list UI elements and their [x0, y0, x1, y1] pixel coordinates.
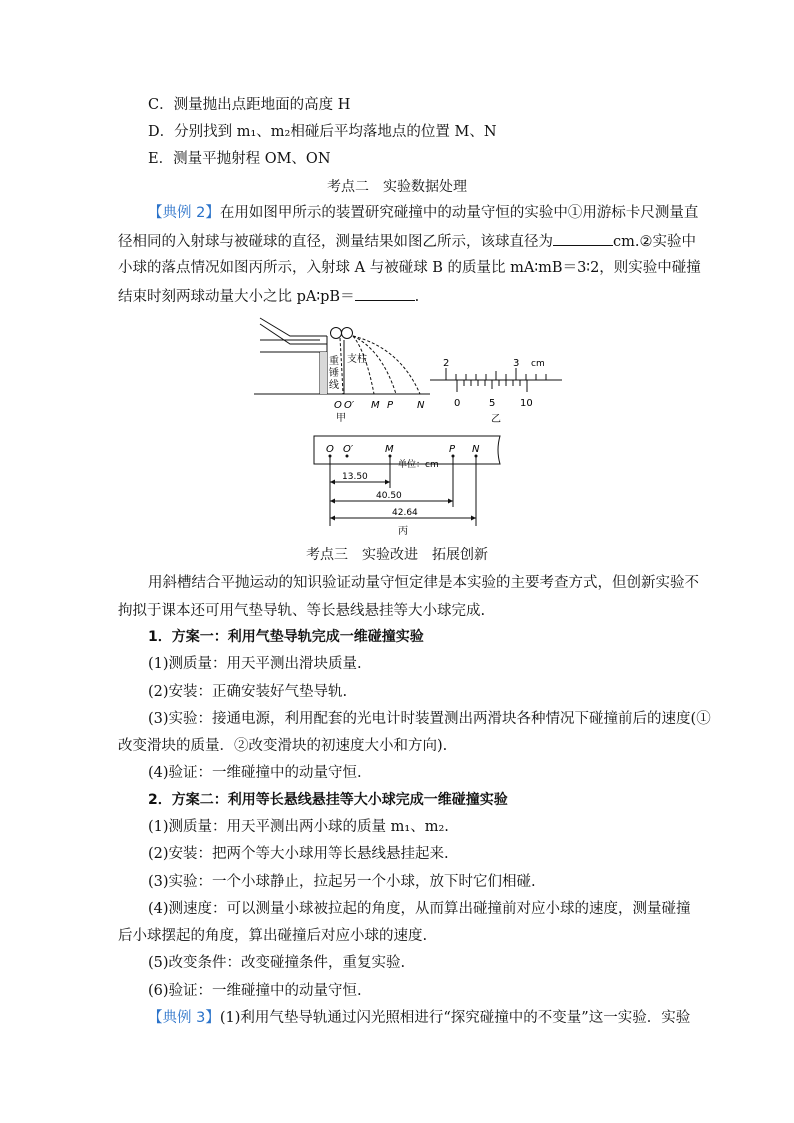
- example-2-line-1: [148, 203, 698, 223]
- scheme-1-step: 改变滑块的质量．②改变滑块的初速度大小和方向).: [118, 738, 448, 754]
- point-m-jia: M: [371, 400, 380, 411]
- example-text: 在用如图甲所示的装置研究碰撞中的动量守恒的实验中①用游标卡尺测量直: [219, 205, 699, 221]
- point-o-jia: O: [334, 400, 342, 411]
- figure-yi: [430, 368, 562, 392]
- vernier-label-10: 10: [520, 398, 533, 409]
- example-3-line-1: [148, 1008, 690, 1028]
- support-label: 支柱: [347, 354, 367, 365]
- scheme-1-step: (2)安装：正确安装好气垫导轨.: [148, 684, 348, 700]
- example-2-line-3: 小球的落点情况如图丙所示，入射球 A 与被碰球 B 的质量比 mA∶mB＝3∶2，则实验中碰撞: [118, 260, 701, 276]
- scheme-2-step: (5)改变条件：改变碰撞条件，重复实验.: [148, 955, 406, 971]
- experiment-figure: [250, 312, 570, 540]
- plumb-label-2: 锤: [329, 368, 339, 379]
- distance-op: 40.50: [376, 491, 402, 501]
- point-p-jia: P: [387, 400, 394, 411]
- example-text: .: [414, 289, 420, 305]
- plumb-label-3: 线: [329, 380, 339, 391]
- point-o-prime-jia: O′: [344, 400, 355, 411]
- example-text: (1)利用气垫导轨通过闪光照相进行“探究碰撞中的不变量”这一实验．实验: [219, 1010, 691, 1026]
- scheme-1-step: (3)实验：接通电源，利用配套的光电计时装置测出两滑块各种情况下碰撞前后的速度(①: [148, 711, 711, 727]
- section-heading: 考点二 实验数据处理: [327, 179, 467, 195]
- caption-bing: 丙: [398, 526, 408, 537]
- plumb-label-1: 重: [329, 356, 339, 367]
- point-n-bing: N: [472, 444, 480, 455]
- unit-label: 单位：cm: [398, 460, 439, 470]
- example-text: 结束时刻两球动量大小之比 pA∶pB＝: [118, 289, 355, 305]
- answer-blank[interactable]: [355, 286, 415, 301]
- answer-blank[interactable]: [553, 231, 613, 246]
- distance-om: 13.50: [342, 472, 368, 482]
- caption-jia: 甲: [336, 413, 346, 424]
- scheme-2-step: (2)安装：把两个等大小球用等长悬线悬挂起来.: [148, 846, 449, 862]
- caption-yi: 乙: [491, 414, 501, 425]
- scheme-2-step: 后小球摆起的角度，算出碰撞后对应小球的速度.: [118, 928, 428, 944]
- scheme-1-step: (4)验证：一维碰撞中的动量守恒.: [148, 765, 362, 781]
- example-2-line-4: [118, 286, 419, 307]
- option-e: E．测量平抛射程 OM、ON: [148, 151, 331, 167]
- scheme-2-step: (6)验证：一维碰撞中的动量守恒.: [148, 983, 362, 999]
- point-o-bing: O: [326, 444, 334, 455]
- example-text: 径相同的入射球与被碰球的直径，测量结果如图乙所示，该球直径为: [118, 234, 553, 250]
- example-text: cm.②实验中: [613, 234, 696, 250]
- point-o-prime-bing: O′: [343, 444, 354, 455]
- vernier-label-5: 5: [489, 398, 496, 409]
- section-heading: 考点三 实验改进 拓展创新: [306, 547, 488, 563]
- option-d: D．分别找到 m₁、m₂相碰后平均落地点的位置 M、N: [148, 124, 497, 140]
- example-2-line-2: [118, 231, 696, 252]
- main-scale-label-2: 2: [443, 358, 450, 369]
- figure-jia: [254, 318, 430, 394]
- scheme-2-step: (1)测质量：用天平测出两小球的质量 m₁、m₂.: [148, 819, 449, 835]
- point-m-bing: M: [385, 444, 394, 455]
- intro-line-2: 拘拟于课本还可用气垫导轨、等长悬线悬挂等大小球完成.: [118, 603, 486, 619]
- example-tag: 【典例 2】: [148, 205, 220, 221]
- example-tag: 【典例 3】: [148, 1010, 220, 1026]
- scheme-2-step: (4)测速度：可以测量小球被拉起的角度，从而算出碰撞前对应小球的速度，测量碰撞: [148, 901, 691, 917]
- scheme-2-step: (3)实验：一个小球静止，拉起另一个小球，放下时它们相碰.: [148, 874, 536, 890]
- intro-line-1: 用斜槽结合平抛运动的知识验证动量守恒定律是本实验的主要考查方式，但创新实验不: [148, 575, 699, 591]
- scheme-2-title: 2．方案二：利用等长悬线悬挂等大小球完成一维碰撞实验: [148, 792, 508, 808]
- main-scale-unit: cm: [531, 359, 545, 369]
- main-scale-label-3: 3: [513, 358, 520, 369]
- option-c: C．测量抛出点距地面的高度 H: [148, 97, 351, 113]
- scheme-1-step: (1)测质量：用天平测出滑块质量.: [148, 656, 362, 672]
- scheme-1-title: 1．方案一：利用气垫导轨完成一维碰撞实验: [148, 629, 424, 645]
- distance-on: 42.64: [392, 508, 418, 518]
- point-p-bing: P: [449, 444, 456, 455]
- point-n-jia: N: [417, 400, 425, 411]
- vernier-label-0: 0: [454, 398, 461, 409]
